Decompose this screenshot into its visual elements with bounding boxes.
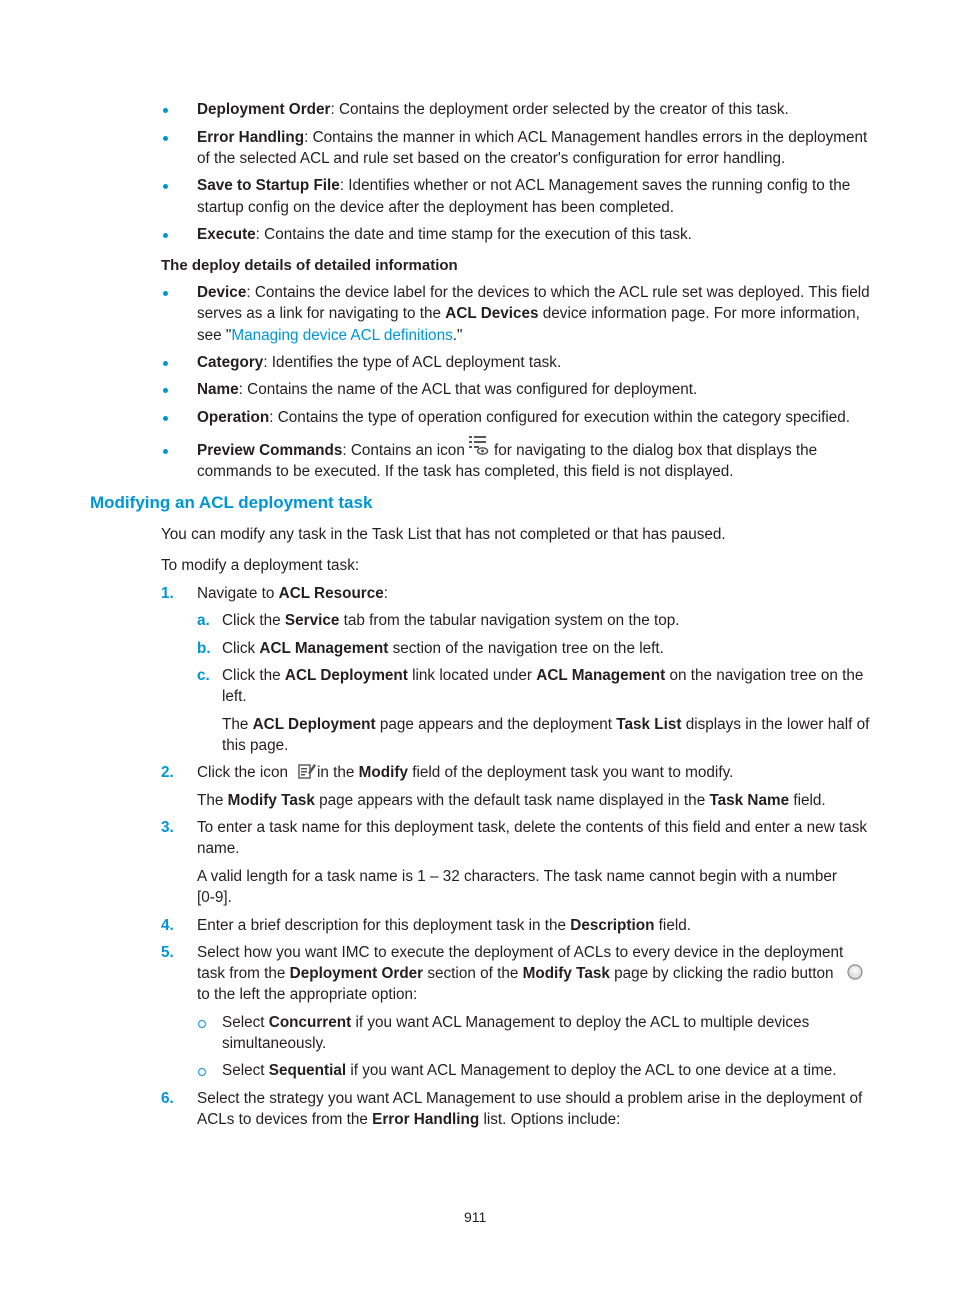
step-text-cont [197,963,834,985]
bullet-icon [163,108,168,113]
term: Save to Startup File [197,177,340,194]
term: Modify Task [227,792,315,809]
desc-cont: commands to be executed. If the task has completed, this field is not displayed. [197,463,734,480]
text: list. Options include: [479,1111,621,1128]
modify-icon [297,761,317,781]
bullet-icon [163,449,168,454]
bullet-text [197,175,850,197]
step-text-cont [197,1109,620,1131]
text: field. [789,792,826,809]
text: Navigate to [197,585,279,602]
text: ACLs to devices from the [197,1111,373,1128]
bullet-text [197,127,867,149]
term: Deployment Order [289,965,424,982]
step-text: To enter a task name for this deployment task, delete the contents of this field and enter a new task [197,819,868,836]
text: displays in the lower half of [681,716,870,733]
text: Click the [222,612,285,629]
desc: : Contains the deployment order selected by the creator of this task. [330,101,789,118]
term: Error Handling [372,1111,480,1128]
bullet-text [197,282,870,304]
desc-cont: startup config on the device after the deployment has been completed. [197,199,675,216]
desc: : Contains the name of the ACL that was configured for deployment. [238,381,698,398]
text: ." [452,327,463,344]
option-text [222,1012,809,1034]
note-text: A valid length for a task name is 1 – 32 characters. The task name cannot begin with a number [197,868,837,885]
step-text [317,762,733,784]
step-text: Select how you want IMC to execute the deployment of ACLs to every device in the deployment [197,944,844,961]
preview-commands-icon [467,434,489,456]
text: Click the [222,667,285,684]
desc-cont [197,303,860,325]
term: Task Name [709,792,790,809]
step-number: 6. [161,1090,174,1107]
term: Operation [197,409,270,426]
note-2 [197,790,826,812]
step-number: 2. [161,764,174,781]
text: field of the deployment task you want to modify. [407,764,734,781]
term: ACL Deployment [252,716,376,733]
bullet-icon [163,416,168,421]
text: Click [222,640,260,657]
managing-device-acl-link[interactable]: Managing device ACL definitions [231,327,453,344]
text: : [383,585,389,602]
substep-text [222,610,679,632]
step-text [197,583,388,605]
term: ACL Management [536,667,666,684]
intro-paragraph: You can modify any task in the Task List that has not completed or that has paused. [161,526,726,543]
term: Concurrent [268,1014,352,1031]
text: task from the [197,965,290,982]
note-text-cont: this page. [222,737,289,754]
desc: : Contains an icon [342,442,465,459]
term: Name [197,381,239,398]
section-heading: Modifying an ACL deployment task [90,493,373,512]
term: ACL Devices [445,305,539,322]
step-text [197,915,691,937]
term: Description [570,917,655,934]
bullet-text [197,99,789,121]
page-number: 911 [464,1209,487,1225]
bullet-text [197,352,561,374]
term: ACL Resource [278,585,384,602]
term: Category [197,354,264,371]
bullet-icon [163,233,168,238]
note-text [222,714,869,736]
note-text-cont: [0-9]. [197,889,232,906]
text: link located under [407,667,537,684]
step-text-cont: name. [197,840,240,857]
substep-text [222,665,863,687]
text: page appears and the deployment [375,716,617,733]
text: serves as a link for navigating to the [197,305,446,322]
text: if you want ACL Management to deploy the ACL to one device at a time. [346,1062,837,1079]
desc: for navigating to the dialog box that displays the [494,442,818,459]
option-text [222,1060,836,1082]
text: in the [317,764,359,781]
bullet-icon [163,291,168,296]
term: ACL Management [259,640,389,657]
option-text-cont: simultaneously. [222,1035,327,1052]
subheading: The deploy details of detailed information [161,257,458,274]
term: Modify [358,764,408,781]
step-number: 4. [161,917,174,934]
desc-cont [197,325,462,347]
term: Preview Commands [197,442,343,459]
bullet-text [197,440,465,462]
bullet-icon [163,136,168,141]
term: Sequential [268,1062,347,1079]
bullet-icon [163,361,168,366]
step-number: 3. [161,819,174,836]
substep-letter: a. [197,612,210,629]
term: Deployment Order [197,101,331,118]
text: page by clicking the radio button [609,965,834,982]
substep-text-cont: left. [222,688,247,705]
bullet-text [197,379,697,401]
step-text: Select the strategy you want ACL Management to use should a problem arise in the deployment of [197,1090,863,1107]
term: Device [197,284,247,301]
substep-text [222,638,664,660]
desc: : Contains the device label for the devices to which the ACL rule set was deployed. This field [246,284,870,301]
substep-letter: b. [197,640,211,657]
text: page appears with the default task name displayed in the [314,792,710,809]
step-number: 5. [161,944,174,961]
text: tab from the tabular navigation system on the top. [339,612,680,629]
bullet-text [197,224,692,246]
term: Execute [197,226,256,243]
text: The [197,792,228,809]
desc: : Contains the type of operation configured for execution within the category specified. [269,409,851,426]
term: Modify Task [522,965,610,982]
substep-letter: c. [197,667,210,684]
text: device information page. For more information, [538,305,860,322]
text: Select [222,1014,269,1031]
desc-cont: of the selected ACL and rule set based on the creator's configuration for error handling. [197,150,786,167]
term: Service [284,612,340,629]
step-text: Click the icon [197,764,288,781]
bullet-icon [163,184,168,189]
term: ACL Deployment [284,667,408,684]
text: section of the navigation tree on the left. [388,640,664,657]
text: if you want ACL Management to deploy the ACL to multiple devices [351,1014,810,1031]
radio-button-icon [846,963,864,981]
intro-paragraph-2: To modify a deployment task: [161,557,360,574]
text: The [222,716,253,733]
step-text-cont: to the left the appropriate option: [197,986,418,1003]
text: see " [197,327,232,344]
desc: : Identifies the type of ACL deployment task. [263,354,562,371]
step-number: 1. [161,585,174,602]
text: field. [654,917,691,934]
text: Enter a brief description for this deployment task in the [197,917,571,934]
term: Error Handling [197,129,305,146]
bullet-text [197,407,850,429]
desc: : Identifies whether or not ACL Management saves the running config to the [339,177,851,194]
desc: : Contains the date and time stamp for the execution of this task. [255,226,692,243]
text: section of the [423,965,523,982]
desc: : Contains the manner in which ACL Management handles errors in the deployment [304,129,868,146]
text: on the navigation tree on the [665,667,864,684]
bullet-icon [163,388,168,393]
text: Select [222,1062,269,1079]
circle-bullet-icon [198,1068,206,1076]
term: Task List [616,716,682,733]
circle-bullet-icon [198,1020,206,1028]
